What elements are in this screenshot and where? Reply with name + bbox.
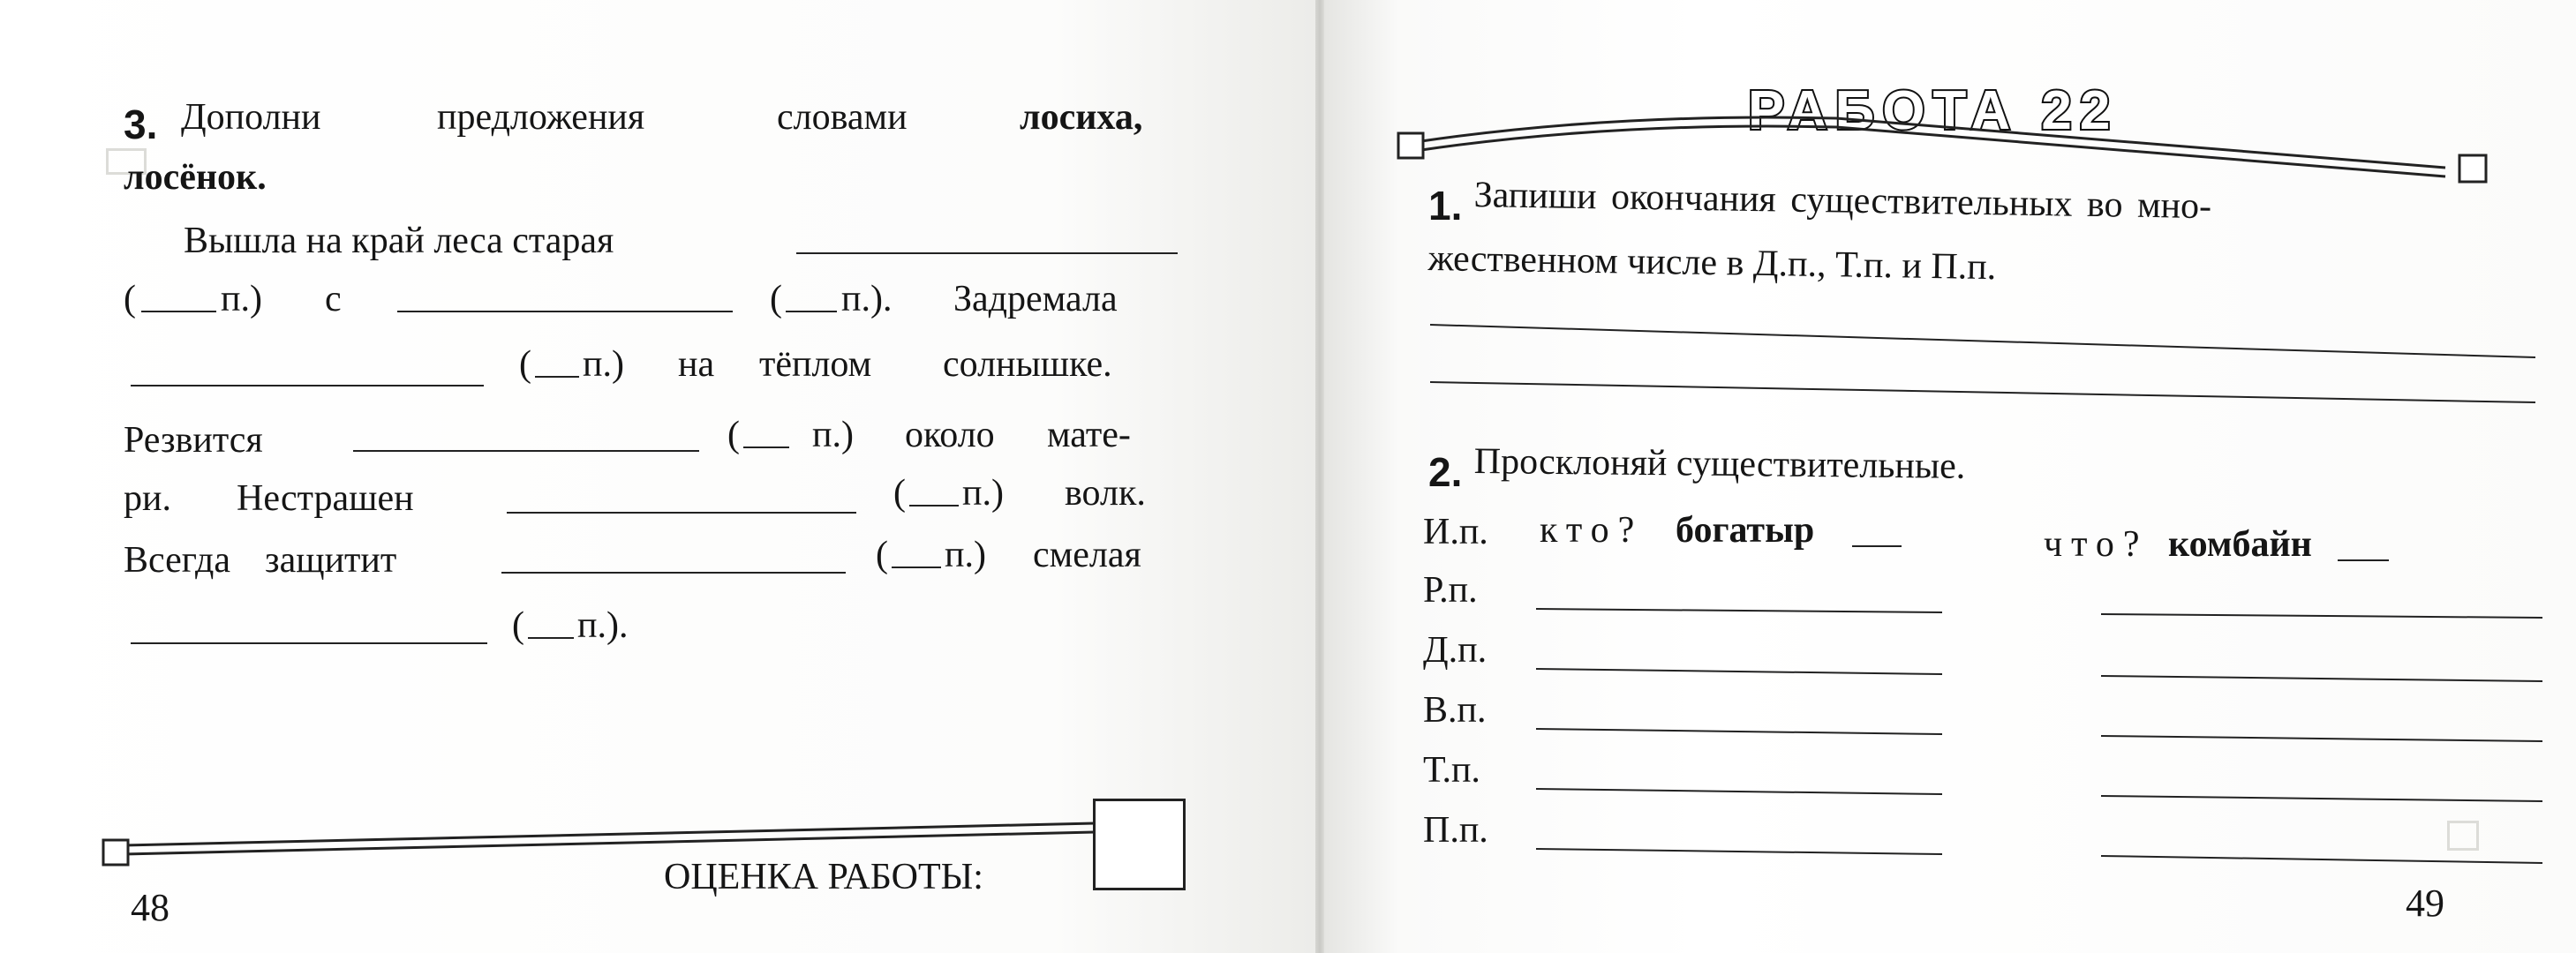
case-label: П.п.	[1423, 810, 1488, 851]
sentence-text: около	[905, 415, 995, 455]
ending-blank[interactable]	[2338, 559, 2389, 561]
sentence-text: (	[770, 279, 782, 319]
task-3-number: 3.	[124, 101, 158, 147]
case-blank[interactable]	[909, 505, 959, 507]
sentence-text: Задремала	[953, 279, 1118, 319]
grade-box[interactable]	[1093, 799, 1186, 890]
task-2-text: Просклоняй существительные.	[1473, 441, 1966, 487]
task-1-text: Запиши окончания существительных во мно-	[1473, 175, 2212, 228]
grade-label: ОЦЕНКА РАБОТЫ:	[664, 857, 983, 897]
case-label: В.п.	[1423, 690, 1487, 731]
sentence-text: защитит	[265, 540, 397, 581]
right-page	[1324, 0, 2576, 953]
case-blank[interactable]	[743, 446, 789, 448]
sentence-text: п.).	[841, 279, 893, 319]
sentence-text: Нестрашен	[237, 478, 414, 519]
page-title-text: РАБОТА 22	[1748, 80, 2119, 141]
case-blank[interactable]	[535, 376, 579, 378]
sentence-text: (	[512, 605, 524, 646]
noun-kombain: комбайн	[2168, 524, 2312, 565]
sentence-text: мате-	[1047, 415, 1131, 455]
sentence-text: тёплом	[759, 344, 872, 385]
sentence-text: (	[124, 279, 136, 319]
sentence-text: волк.	[1065, 473, 1146, 514]
sentence-text: (	[519, 344, 531, 385]
sentence-text: Всегда	[124, 540, 230, 581]
blank-line[interactable]	[507, 512, 856, 514]
declension-answer-lines[interactable]	[1527, 582, 2542, 882]
case-blank[interactable]	[141, 311, 216, 312]
blank-line[interactable]	[397, 311, 733, 312]
task-1-number: 1.	[1428, 183, 1463, 229]
case-label: Р.п.	[1423, 570, 1478, 611]
sentence-text: п.)	[962, 473, 1004, 514]
page-number: 48	[131, 886, 169, 929]
sentence-text: п.)	[221, 279, 262, 319]
question-who: кто?	[1540, 510, 1644, 551]
sentence-text: (	[893, 473, 906, 514]
sentence-text: п.)	[812, 415, 854, 455]
sentence-text: п.)	[945, 535, 986, 575]
sentence-text: Вышла на край леса старая	[184, 221, 614, 261]
ending-blank[interactable]	[1852, 545, 1902, 547]
blank-line[interactable]	[131, 642, 487, 644]
noun-bogatyr: богатыр	[1676, 510, 1815, 551]
sentence-text: п.)	[583, 344, 624, 385]
page-number: 49	[2406, 882, 2444, 925]
sentence-text: (	[876, 535, 888, 575]
blank-line[interactable]	[501, 572, 846, 574]
sentence-text: на	[678, 344, 715, 385]
case-blank[interactable]	[786, 311, 837, 312]
task-3-word-losikha: лосиха,	[1020, 97, 1143, 138]
case-label: Д.п.	[1423, 630, 1488, 671]
grade-bar	[97, 807, 1192, 896]
sentence-text: п.).	[577, 605, 629, 646]
blank-line[interactable]	[353, 450, 699, 452]
task-3-instruction-word: словами	[777, 97, 908, 138]
case-blank[interactable]	[528, 637, 574, 639]
case-label-nominative: И.п.	[1423, 512, 1488, 552]
sentence-text: (	[727, 415, 740, 455]
case-label: Т.п.	[1423, 750, 1480, 791]
sentence-text: Резвится	[124, 420, 263, 461]
book-gutter	[1315, 0, 1324, 953]
blank-line[interactable]	[131, 385, 484, 386]
bleed-through-square	[2447, 821, 2479, 851]
case-blank[interactable]	[892, 567, 941, 568]
sentence-text: с	[325, 279, 342, 319]
sentence-text: ри.	[124, 478, 171, 519]
blank-line[interactable]	[796, 252, 1178, 254]
sentence-text: смелая	[1033, 535, 1141, 575]
question-what: что?	[2044, 524, 2149, 565]
task-3-instruction-word: предложения	[437, 97, 645, 138]
task-3-instruction-word: Дополни	[181, 97, 321, 138]
sentence-text: солнышке.	[943, 344, 1112, 385]
task-3-word-losyonok: лосёнок.	[124, 157, 267, 198]
task-2-number: 2.	[1428, 449, 1463, 495]
answer-lines[interactable]	[1421, 309, 2542, 406]
task-1-text: жественном числе в Д.п., Т.п. и П.п.	[1427, 238, 1997, 289]
